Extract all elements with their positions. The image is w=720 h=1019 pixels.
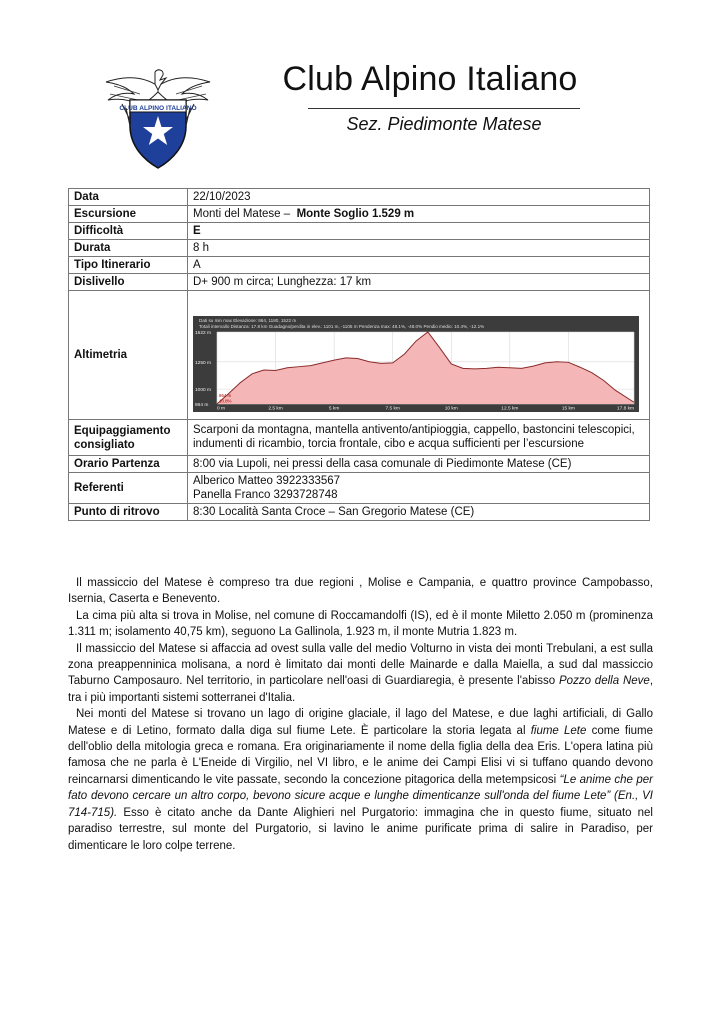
description-text <box>68 575 653 854</box>
y-tick-label: 1000 m <box>195 388 211 394</box>
paragraph-4-tail: Esso è citato anche da Dante Alighieri nel Purgatorio: immagina che in questo fiume, situato nel paradiso terrestre, sul monte del Purgatorio, si lavino le anime purificate prima di salire in Paradiso, per dimenticare le loro colpe terrene. <box>68 806 653 852</box>
table-row <box>69 420 650 456</box>
value-referenti <box>188 473 650 504</box>
paragraph-2: La cima più alta si trova in Molise, nel comune di Roccamandolfi (IS), ed è il monte Miletto 2.050 m (prominenza 1.311 m; isolamento 40,75 km), seguono La Gallinola, 1.923 m, il monte Mutria 1.823 m. <box>68 609 653 639</box>
table-row <box>69 504 650 521</box>
x-tick-label: 15 km <box>561 406 575 412</box>
paragraph-4-middle: come fiume dell'oblio della mitologia greca e romana. Era originariamente il nome della figlia della dea Eris. L'opera latina più famosa che ne parla è L'Eneide di Virgilio, nel VI libro, e le anime dei Campi Elisi vi si tuffano quando devono reincarnarsi dimenticando le vite passate, secondo la concezione pitagorica della metempsicosi <box>68 724 654 786</box>
label-punto-ritrovo: Punto di ritrovo <box>69 504 188 521</box>
excursion-info-table <box>68 188 650 521</box>
table-row <box>69 274 650 291</box>
referente-2: Panella Franco 3293728748 <box>193 489 338 501</box>
paragraph-1: Il massiccio del Matese è compreso tra due regioni , Molise e Campania, e quattro province Campobasso, Isernia, Caserta e Benevento. <box>68 577 653 606</box>
label-referenti: Referenti <box>69 473 188 504</box>
table-row <box>69 291 650 420</box>
label-altimetria: Altimetria <box>69 291 188 420</box>
x-tick-label: 0 m <box>217 406 225 412</box>
paragraph-3-tail: , tra i più importanti sistemi sotterranei d'Italia. <box>68 675 654 704</box>
value-equipaggiamento: Scarponi da montagna, mantella antivento/antipioggia, cappello, bastoncini telescopici, indumenti di ricambio, torcia frontale, cibo e acqua sufficienti per l’escursione <box>188 420 650 456</box>
value-punto-ritrovo: 8:30 Località Santa Croce – San Gregorio Matese (CE) <box>188 504 650 521</box>
table-row <box>69 257 650 274</box>
x-tick-label: 12.5 km <box>501 406 519 412</box>
label-escursione: Escursione <box>69 206 188 223</box>
paragraph-3-italic: Pozzo della Neve <box>559 675 650 688</box>
value-escursione <box>188 206 650 223</box>
escursione-prefix: Monti del Matese – <box>193 208 291 220</box>
x-tick-label: 7.5 km <box>385 406 400 412</box>
value-tipo-itinerario: A <box>188 257 650 274</box>
table-row <box>69 223 650 240</box>
logo-text: CLUB ALPINO ITALIANO <box>119 105 197 112</box>
table-row <box>69 240 650 257</box>
label-equipaggiamento: Equipaggiamento consigliato <box>69 420 188 456</box>
label-durata: Durata <box>69 240 188 257</box>
x-tick-label: 5 km <box>328 406 340 412</box>
table-row <box>69 473 650 504</box>
x-tick-label: 2.5 km <box>268 406 283 412</box>
value-orario-partenza: 8:00 via Lupoli, nei pressi della casa comunale di Piedimonte Matese (CE) <box>188 456 650 473</box>
paragraph-4-text: Nei monti del Matese si trovano un lago di origine glaciale, il lago del Matese, e due laghi artificiali, di Gallo Matese e di Letino, formato dalla diga sul fiume Lete. È particolare la storia legata al <box>68 708 653 737</box>
title-divider <box>308 108 580 109</box>
table-row <box>69 189 650 206</box>
start-label: 864 m <box>219 393 232 398</box>
y-tick-label: 1522 m <box>195 331 211 336</box>
chart-header-line-2: Totali intervallo Distanza: 17.8 km Guadagno/perdita in elev.: 1101 m, -1105 m Pendenza max: 48.1%, -48.0% Pendio medio: 10.4%, -12.1% <box>199 324 485 329</box>
paragraph-3 <box>68 641 653 707</box>
table-row <box>69 206 650 223</box>
paragraph-3-text: Il massiccio del Matese si affaccia ad ovest sulla valle del medio Volturno in vista dei monti Trebulani, a est sulla zona preappenninica molisana, a nord è limitato dai monti delle Mainarde e dalla Maiella, a sud dal massiccio Taburno Camposauro. Nel territorio, in particolare nell'oasi di Guardiaregia, è presente l'abisso <box>68 642 653 688</box>
chart-header-line-1: Dati su min max Elevazione: 864, 1180, 1522 m <box>199 318 297 323</box>
value-difficolta: E <box>188 223 650 240</box>
paragraph-4-quote: “Le anime che per fato devono cercare un altro corpo, bevono sicure acque e lunghe dimenticanze sull'onda del fiume Lete” (En., VI 714-715). <box>68 773 653 819</box>
referente-1: Alberico Matteo 3922333567 <box>193 475 341 487</box>
y-tick-label: 864 m <box>195 403 209 408</box>
table-row <box>69 456 650 473</box>
x-tick-label: 10 km <box>444 406 458 412</box>
paragraph-4 <box>68 706 653 854</box>
x-tick-label: 17.8 km <box>616 406 634 412</box>
cai-logo <box>100 64 216 176</box>
value-data: 22/10/2023 <box>188 189 650 206</box>
label-tipo-itinerario: Tipo Itinerario <box>69 257 188 274</box>
label-data: Data <box>69 189 188 206</box>
label-dislivello: Dislivello <box>69 274 188 291</box>
escursione-peak: Monte Soglio 1.529 m <box>296 208 415 220</box>
label-orario-partenza: Orario Partenza <box>69 456 188 473</box>
page-subtitle: Sez. Piedimonte Matese <box>346 114 542 134</box>
elevation-profile-chart <box>193 316 639 412</box>
page-title: Club Alpino Italiano <box>282 60 578 98</box>
start-label: 10.8% <box>219 398 232 404</box>
value-durata: 8 h <box>188 240 650 257</box>
label-difficolta: Difficoltà <box>69 223 188 240</box>
value-dislivello: D+ 900 m circa; Lunghezza: 17 km <box>188 274 650 291</box>
y-tick-label: 1250 m <box>195 360 211 366</box>
paragraph-4-italic-1: fiume Lete <box>530 724 587 737</box>
value-altimetria <box>188 291 650 420</box>
